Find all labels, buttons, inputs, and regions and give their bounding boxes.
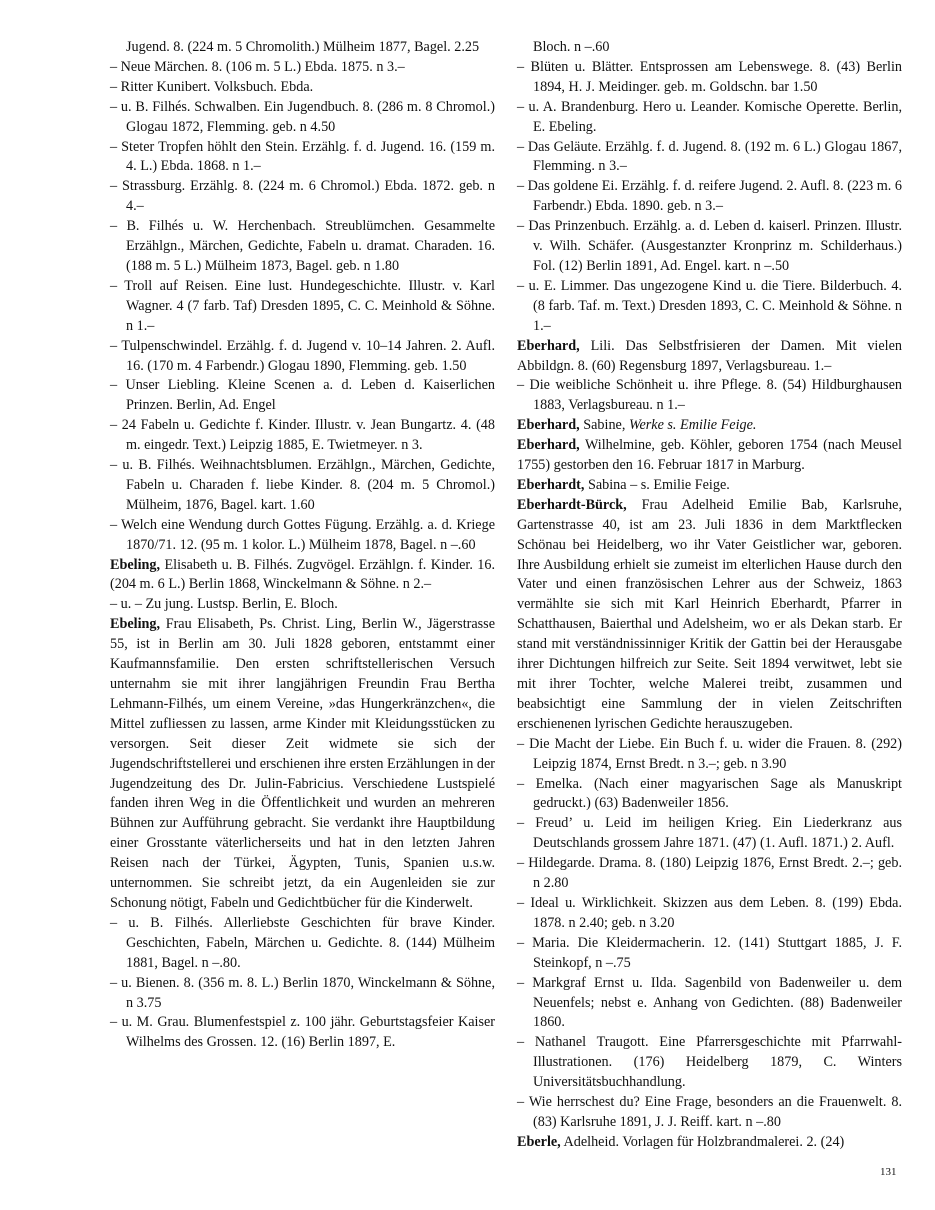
entry-text: Sabine, (579, 417, 629, 434)
author-entry (517, 496, 902, 735)
work-entry: – Hildegarde. Drama. 8. (180) Leipzig 1876, Ernst Bredt. 2.–; geb. n 2.80 (517, 855, 902, 892)
work-entry: – Welch eine Wendung durch Gottes Fügung. Erzählg. a. d. Kriege 1870/71. 12. (95 m. 1 kolor. L.) Mülheim 1878, Bagel. n –.60 (110, 516, 495, 553)
author-entry (517, 416, 902, 436)
author-entry (517, 476, 902, 496)
work-entry: – u. B. Filhés. Schwalben. Ein Jugendbuch. 8. (286 m. 8 Chromol.) Glogau 1872, Flemming. geb. n 4.50 (110, 98, 495, 135)
author-entry (517, 337, 902, 377)
work-entry: – Ritter Kunibert. Volksbuch. Ebda. (110, 78, 314, 95)
work-entry: – u. E. Limmer. Das ungezogene Kind u. die Tiere. Bilderbuch. 4. (8 farb. Taf. m. Text.) Dresden 1893, C. C. Meinhold & Söhne. n 1.– (517, 277, 902, 334)
author-entry (517, 1133, 902, 1153)
right-column (517, 38, 902, 1153)
work-entry: – Emelka. (Nach einer magyarischen Sage als Manuskript gedruckt.) (63) Badenweiler 1856. (517, 775, 902, 812)
work-entry: – Steter Tropfen höhlt den Stein. Erzählg. f. d. Jugend. 16. (159 m. 4. L.) Ebda. 1868. n 1.– (110, 138, 495, 175)
entry-text: Frau Adelheid Emilie Bab, Karlsruhe, Gartenstrasse 40, ist am 23. Juli 1836 in dem Marktflecken Schönau bei Heidelberg, wo ihr Vater Geistlicher war, geboren. Ihre Ausbildung erhielt sie zumeist im elterlichen Hause durch den Vater und einen französischen Lehrer aus der Schweiz, 1863 vermählte sie sich mit Karl Heinrich Eberhardt, Pfarrer in Schatthausen, Baierthal und Adelsheim, wo er als Dekan starb. Er stand mit verständnissinniger Kritik der Gattin bei der Herausgabe ihrer Dichtungen hilfreich zur Seite. Seit 1894 verwitwet, lebt sie mit ihrer Tochter, welche Malerei treibt, zusammen und beabsichtigt eine Sammlung der in vielen Zeitschriften erschienenen lyrischen Gedichte herauszugeben. (517, 496, 902, 732)
author-name: Eberhardt-Bürck, (517, 496, 627, 513)
entry-text: Elisabeth u. B. Filhés. Zugvögel. Erzählgn. f. Kinder. 16. (204 m. 6 L.) Berlin 1868, Winckelmann & Söhne. n 2.– (110, 556, 495, 593)
left-column (110, 38, 495, 1053)
entry-text: Adelheid. Vorlagen für Holzbrandmalerei. 2. (24) (560, 1133, 845, 1150)
work-entry: – Blüten u. Blätter. Entsprossen am Lebenswege. 8. (43) Berlin 1894, H. J. Meidinger. geb. m. Goldschn. bar 1.50 (517, 58, 902, 95)
work-entry: – Maria. Die Kleidermacherin. 12. (141) Stuttgart 1885, J. F. Steinkopf, n –.75 (517, 934, 902, 971)
work-entry: – u. A. Brandenburg. Hero u. Leander. Komische Operette. Berlin, E. Ebeling. (517, 98, 902, 135)
work-entry: – Das Prinzenbuch. Erzählg. a. d. Leben d. kaiserl. Prinzen. Illustr. v. Wilh. Schäfer. (Ausgestanzter Kronprinz m. Schilderhaus.) Fol. (12) Berlin 1891, Ad. Engel. kart. n –.50 (517, 218, 902, 274)
author-name: Eberle, (517, 1133, 561, 1150)
work-entry: – Freud’ u. Leid im heiligen Krieg. Ein Liederkranz aus Deutschlands grossem Jahre 1871. (47) (1. Aufl. 1871.) 2. Aufl. (517, 815, 902, 852)
work-entry: – Die weibliche Schönheit u. ihre Pflege. 8. (54) Hildburghausen 1883, Verlagsbureau. n 1.– (517, 377, 902, 414)
work-entry: – Strassburg. Erzählg. 8. (224 m. 6 Chromol.) Ebda. 1872. geb. n 4.– (110, 178, 495, 215)
work-entry: – B. Filhés u. W. Herchenbach. Streublümchen. Gesammelte Erzählgn., Märchen, Gedichte, Fabeln u. dramat. Charaden. 16. (188 m. 5 L.) Mülheim 1873, Bagel. geb. n 1.80 (110, 218, 495, 274)
work-entry: – u. Bienen. 8. (356 m. 8. L.) Berlin 1870, Winckelmann & Söhne, n 3.75 (110, 974, 495, 1011)
author-name: Eberhardt, (517, 476, 585, 493)
entry-text: Sabina – s. Emilie Feige. (584, 476, 730, 493)
work-entry: – u. – Zu jung. Lustsp. Berlin, E. Bloch. (110, 596, 338, 613)
page-number: 131 (880, 1166, 897, 1178)
work-entry: – Nathanel Traugott. Eine Pfarrersgeschichte mit Pfarrwahl-Illustrationen. (176) Heidelberg 1879, C. Winters Universitätsbuchhandlung. (517, 1034, 902, 1091)
author-name: Ebeling, (110, 616, 161, 633)
work-entry: – 24 Fabeln u. Gedichte f. Kinder. Illustr. v. Jean Bungartz. 4. (48 m. eingedr. Text.) Leipzig 1885, E. Twietmeyer. n 3. (110, 417, 495, 454)
work-entry: – u. B. Filhés. Allerliebste Geschichten für brave Kinder. Geschichten, Fabeln, Märchen u. Gedichte. 8. (144) Mülheim 1881, Bagel. n –.80. (110, 914, 495, 971)
work-entry: – Wie herrschest du? Eine Frage, besonders an die Frauenwelt. 8. (83) Karlsruhe 1891, J. J. Reiff. kart. n –.80 (517, 1094, 902, 1130)
author-entry (110, 615, 495, 914)
entry-text: Lili. Das Selbstfrisieren der Damen. Mit vielen Abbildgn. 8. (60) Regensburg 1897, Verlagsbureau. 1.– (517, 337, 902, 374)
author-name: Eberhard, (517, 337, 580, 354)
work-entry: – Das Geläute. Erzählg. f. d. Jugend. 8. (192 m. 6 L.) Glogau 1867, Flemming. n 3.– (517, 138, 902, 175)
work-entry: – Neue Märchen. 8. (106 m. 5 L.) Ebda. 1875. n 3.– (110, 58, 405, 75)
work-entry: – Die Macht der Liebe. Ein Buch f. u. wider die Frauen. 8. (292) Leipzig 1874, Ernst Bredt. n 3.–; geb. n 3.90 (517, 735, 902, 772)
work-entry: – Das goldene Ei. Erzählg. f. d. reifere Jugend. 2. Aufl. 8. (223 m. 6 Farbendr.) Ebda. 1890. geb. n 3.– (517, 178, 902, 215)
entry-reference: Werke s. Emilie Feige. (628, 417, 757, 434)
author-name: Eberhard, (517, 417, 580, 434)
author-entry (517, 436, 902, 476)
work-entry: – u. B. Filhés. Weihnachtsblumen. Erzählgn., Märchen, Gedichte, Fabeln u. Charaden f. liebe Kinder. 8. (204 m. 5 Chromol.) Mülheim, 1876, Bagel. kart. 1.60 (110, 457, 495, 513)
continued-entry: Bloch. n –.60 (533, 39, 610, 55)
author-entry (110, 556, 495, 596)
work-entry: – u. M. Grau. Blumenfestspiel z. 100 jähr. Geburtstagsfeier Kaiser Wilhelms des Grossen. 12. (16) Berlin 1897, E. (110, 1014, 495, 1051)
continued-entry: Jugend. 8. (224 m. 5 Chromolith.) Mülheim 1877, Bagel. 2.25 (126, 39, 480, 55)
work-entry: – Unser Liebling. Kleine Scenen a. d. Leben d. Kaiserlichen Prinzen. Berlin, Ad. Engel (110, 377, 495, 414)
work-entry: – Ideal u. Wirklichkeit. Skizzen aus dem Leben. 8. (199) Ebda. 1878. n 2.40; geb. n 3.20 (517, 894, 902, 931)
work-entry: – Markgraf Ernst u. Ilda. Sagenbild von Badenweiler u. dem Neuenfels; nebst e. Anhang von Gedichten. (88) Badenweiler 1860. (517, 974, 902, 1031)
entry-text: Wilhelmine, geb. Köhler, geboren 1754 (nach Meusel 1755) gestorben den 16. Februar 1817 in Marburg. (517, 437, 902, 474)
author-name: Eberhard, (517, 437, 580, 454)
author-name: Ebeling, (110, 556, 161, 573)
work-entry: – Troll auf Reisen. Eine lust. Hundegeschichte. Illustr. v. Karl Wagner. 4 (7 farb. Taf) Dresden 1895, C. C. Meinhold & Söhne. n 1.– (110, 277, 495, 334)
work-entry: – Tulpenschwindel. Erzählg. f. d. Jugend v. 10–14 Jahren. 2. Aufl. 16. (170 m. 4 Farbendr.) Glogau 1890, Flemming. geb. 1.50 (110, 337, 495, 374)
entry-text: Frau Elisabeth, Ps. Christ. Ling, Berlin W., Jägerstrasse 55, ist in Berlin am 30. Juli 1828 geboren, entstammt einer Kaufmannsfamilie. Den ersten schriftstellerischen Versuch unternahm sie mit ihrer langjährigen Freundin Frau Bertha Lehmann-Filhés, um einem Vereine, »das Hungerkränzchen«, die Mittel zufliessen zu lassen, arme Kinder mit Kleidungsstücken zu versorgen. Seit dieser Zeit widmete sie sich der Jugendschriftstellerei und erschienen ihre ersten Erzählungen in der Jugendzeitung des Dr. Julin-Fabricius. Verschiedene Lustspielé fanden ihren Weg in die Öffentlichkeit und wurden an mehreren Bühnen zur Aufführung gebracht. Sie verdankt ihre Hauptbildung einer Grosstante väterlicherseits und hat in den letzten Jahren Reisen nach der Türkei, Ägypten, Tunis, Spanien u.s.w. unternommen. Sie schreibt jetzt, da ein Augenleiden sie zur Schonung nötigt, Fabeln und Gedichtbücher für die Kinderwelt. (110, 616, 495, 911)
